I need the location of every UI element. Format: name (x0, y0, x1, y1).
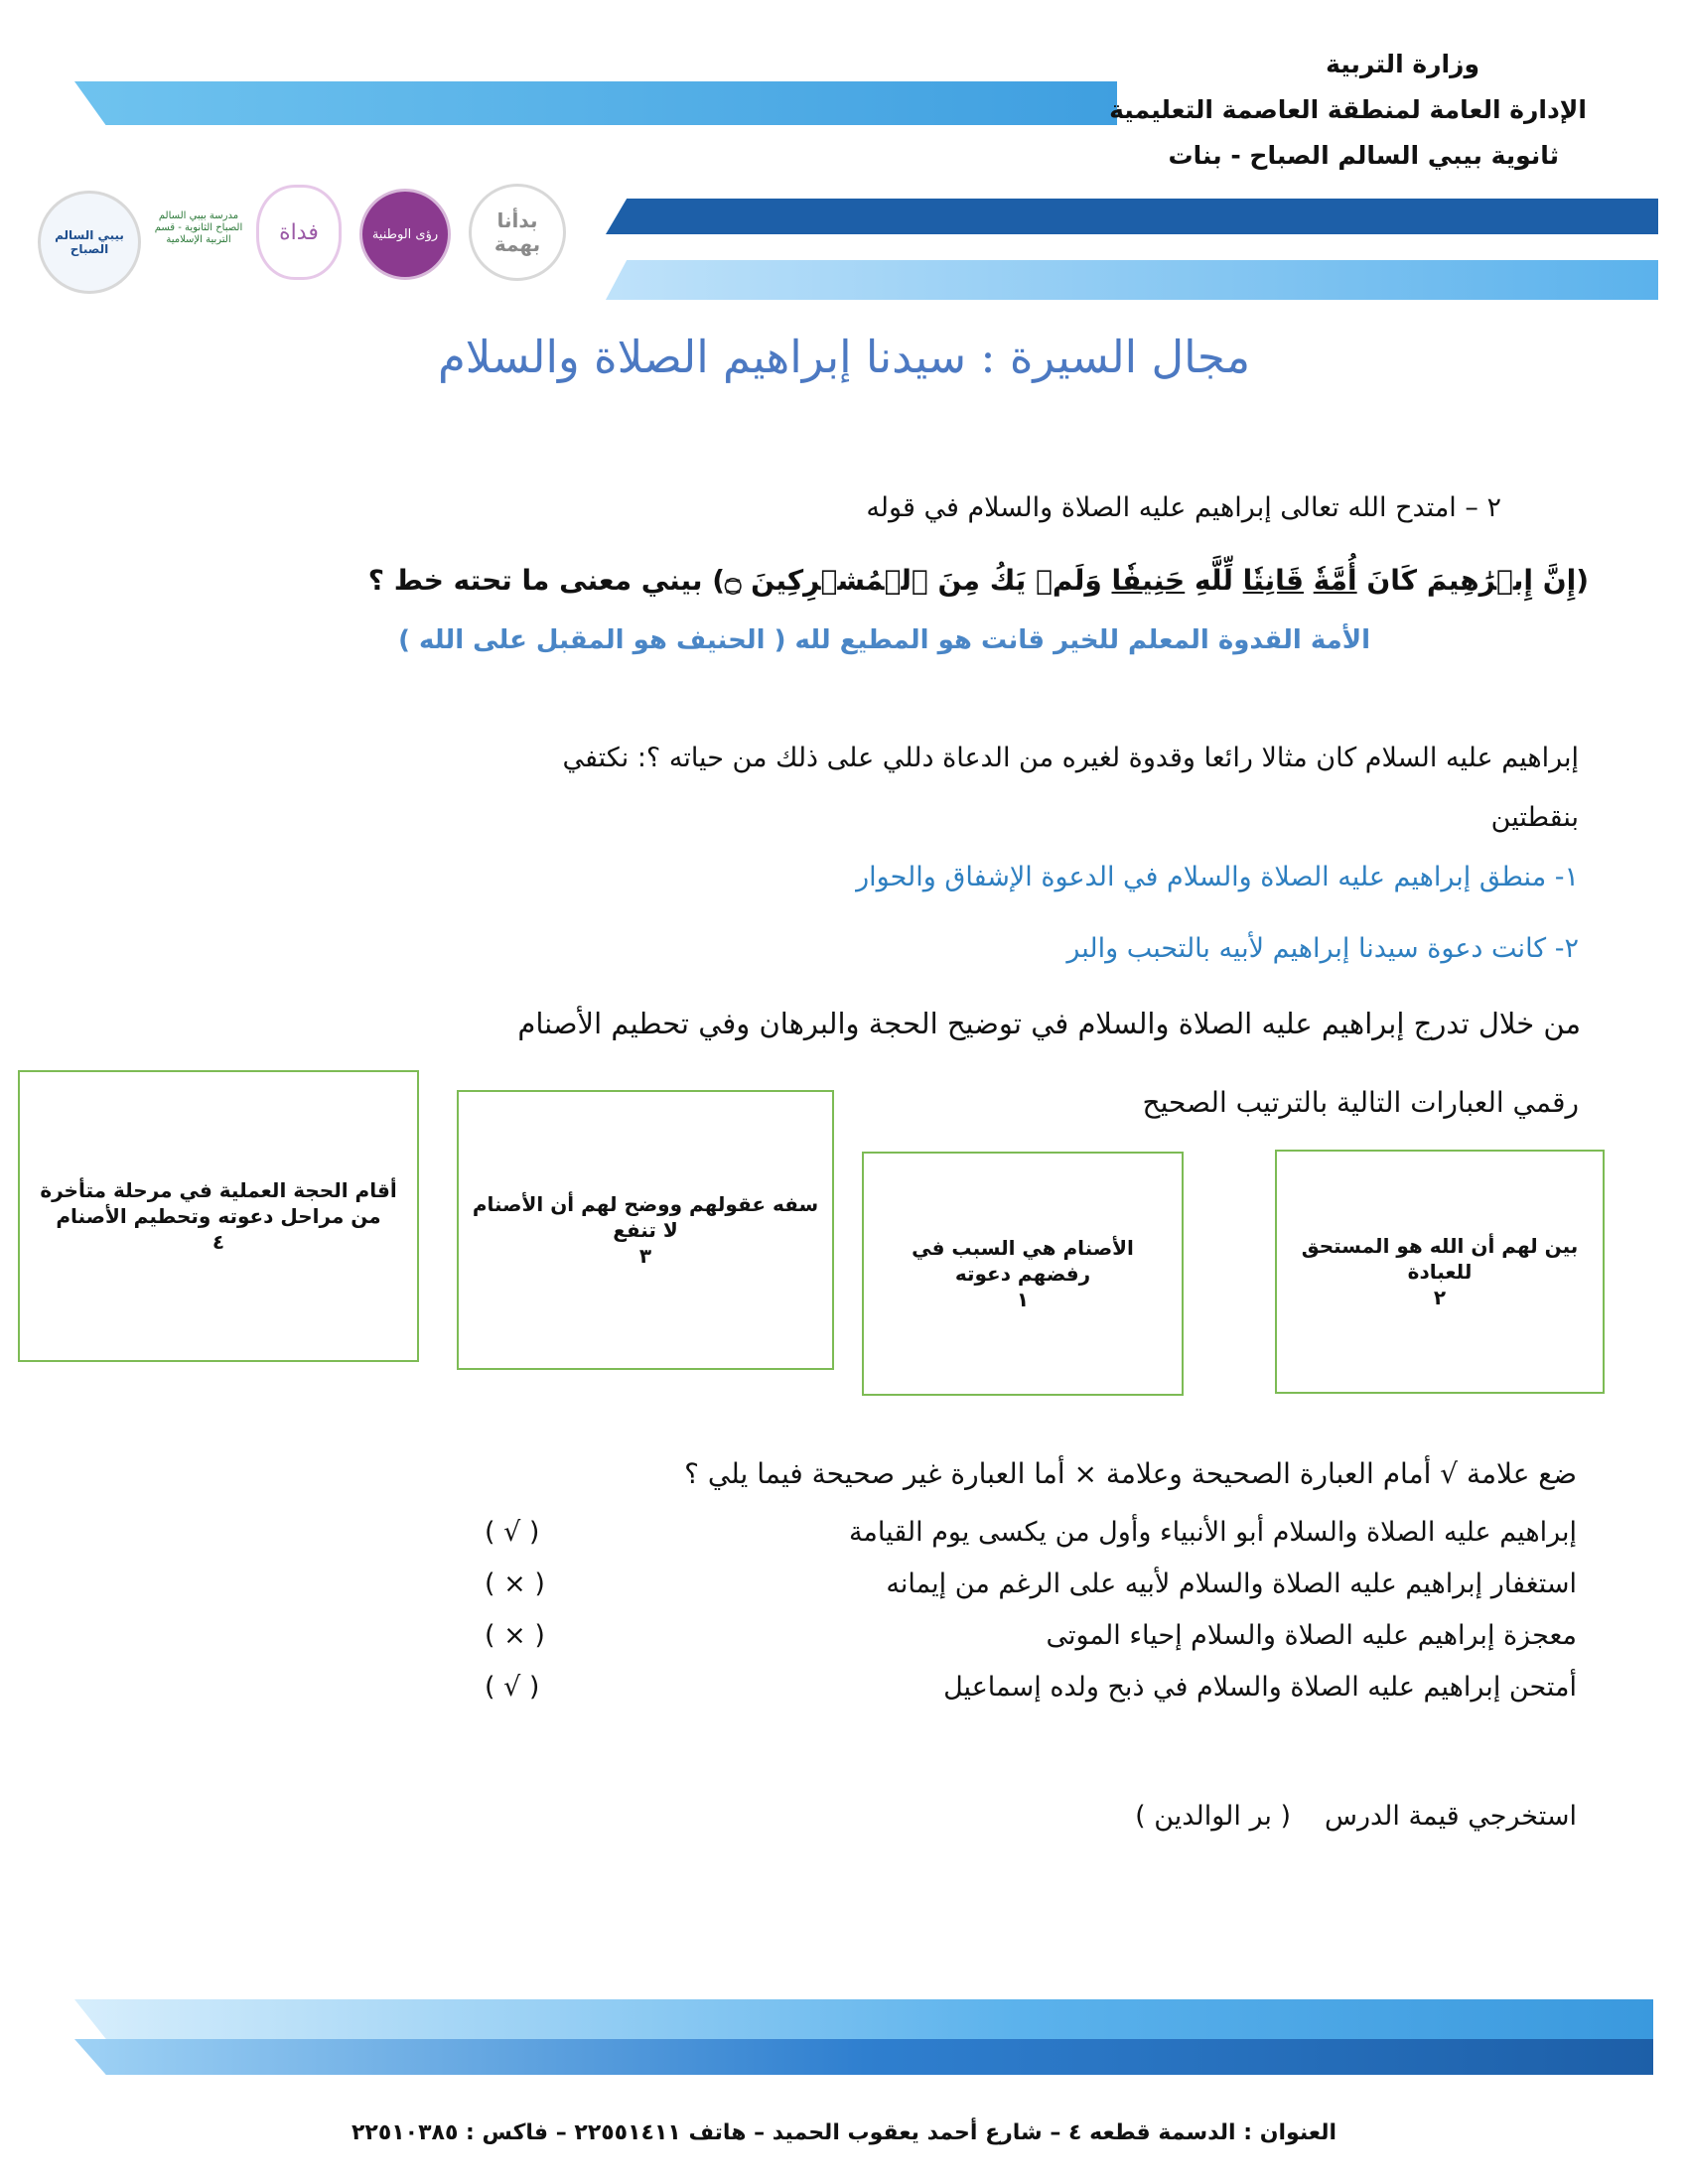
item-mark: ( × ) (485, 1620, 545, 1651)
q6-answer: ( بر الوالدين ) (1135, 1801, 1291, 1832)
q5-instruction: ضع علامة √ أمام العبارة الصحيحة وعلامة × أما العبارة غير صحيحة فيما يلي ؟ (684, 1457, 1577, 1490)
logo-purple: رؤى الوطنية (359, 189, 451, 280)
footer-band-bottom (74, 2039, 1653, 2075)
school-name: ثانوية بيبي السالم الصباح - بنات (1168, 141, 1559, 170)
order-box-2: الأصنام هي السبب في رفضهم دعوته ١ (862, 1152, 1184, 1396)
order-box-3: سفه عقولهم ووضح لهم أن الأصنام لا تنفع ٣ (457, 1090, 834, 1370)
item-mark: ( √ ) (485, 1517, 540, 1548)
order-number: ٣ (638, 1244, 652, 1268)
item-mark: ( √ ) (485, 1672, 540, 1703)
q2-verse: (إِنَّ إِبۡرَٰهِيمَ كَانَ أُمَّةٗ قَانِتٗا لِّلَّهِ حَنِيفٗا وَلَمۡ يَكُ مِنَ ٱلۡمُشۡرِكِينَ ۝) بيني معنى ما تحته خط ؟ (367, 564, 1589, 597)
q2-question: بيني معنى ما تحته خط ؟ (367, 564, 713, 597)
logo-fidaa: فداة (256, 185, 342, 280)
word-umma: أُمَّةٗ (1313, 564, 1357, 597)
ministry-name: وزارة التربية (1326, 50, 1479, 78)
item-text: أمتحن إبراهيم عليه الصلاة والسلام في ذبح ولده إسماعيل (943, 1672, 1577, 1703)
item-text: استغفار إبراهيم عليه الصلاة والسلام لأبيه على الرغم من إيمانه (886, 1569, 1577, 1599)
q2-answer: الأمة القدوة المعلم للخير قانت هو المطيع لله ( الحنيف هو المقبل على الله ) (398, 625, 1370, 655)
item-text: معجزة إبراهيم عليه الصلاة والسلام إحياء الموتى (1046, 1620, 1577, 1651)
q5-item-1 (485, 1517, 1577, 1548)
page-title: مجال السيرة : سيدنا إبراهيم الصلاة والسلام (437, 331, 1251, 383)
q6-question: استخرجي قيمة الدرس (1325, 1801, 1577, 1832)
order-number: ١ (1016, 1288, 1030, 1311)
item-text: إبراهيم عليه الصلاة والسلام أبو الأنبياء وأول من يكسى يوم القيامة (848, 1517, 1577, 1548)
directorate-name: الإدارة العامة لمنطقة العاصمة التعليمية (1109, 95, 1587, 124)
header-band-light (606, 260, 1658, 300)
q3-point1: ١- منطق إبراهيم عليه الصلاة والسلام في الدعوة الإشفاق والحوار (856, 862, 1579, 892)
logo-bedayatna: بدأنا بهمة (469, 184, 566, 281)
q4-line2: رقمي العبارات التالية بالترتيب الصحيح (1142, 1086, 1579, 1119)
verse-open: (إِنَّ إِبۡرَٰهِيمَ كَانَ (1356, 564, 1589, 597)
footer-address: العنوان : الدسمة قطعه ٤ – شارع أحمد يعقوب الحميد – هاتف ٢٢٥٥١٤١١ – فاكس : ٢٢٥١٠٣٨٥ (351, 2120, 1337, 2145)
q4-line1: من خلال تدرج إبراهيم عليه الصلاة والسلام في توضيح الحجة والبرهان وفي تحطيم الأصنام (517, 1007, 1581, 1040)
order-number: ٢ (1433, 1286, 1447, 1309)
footer-band-top (74, 1999, 1653, 2039)
verse-rest: وَلَمۡ يَكُ مِنَ ٱلۡمُشۡرِكِينَ ۝) (712, 564, 1112, 597)
q3-line2: بنقطتين (1490, 802, 1579, 833)
logo-school: بيبي السالم الصباح (38, 191, 141, 294)
q5-item-3 (485, 1620, 1577, 1651)
q3-point2: ٢- كانت دعوة سيدنا إبراهيم لأبيه بالتحبب والبر (1066, 933, 1579, 964)
order-box-4: أقام الحجة العملية في مرحلة متأخرة من مراحل دعوته وتحطيم الأصنام ٤ (18, 1070, 419, 1362)
header-band-top (74, 81, 1117, 125)
logo-islamic-dept: مدرسة بيبي السالم الصباح الثانوية - قسم التربية الإسلامية (149, 181, 248, 276)
order-box-1: بين لهم أن الله هو المستحق للعبادة ٢ (1275, 1150, 1605, 1394)
q5-item-4 (485, 1672, 1577, 1703)
header-band-dark (606, 199, 1658, 234)
q3-line1: إبراهيم عليه السلام كان مثالا رائعا وقدوة لغيره من الدعاة دللي على ذلك من حياته ؟: نكتفي (562, 743, 1579, 773)
order-number: ٤ (211, 1230, 225, 1254)
word-hanif: حَنِيفٗا (1111, 564, 1186, 597)
q5-item-2 (485, 1569, 1577, 1599)
q2-intro: ٢ – امتدح الله تعالى إبراهيم عليه الصلاة والسلام في قوله (866, 492, 1501, 523)
word-qanit: قَانِتٗا (1242, 564, 1304, 597)
item-mark: ( × ) (485, 1569, 545, 1599)
